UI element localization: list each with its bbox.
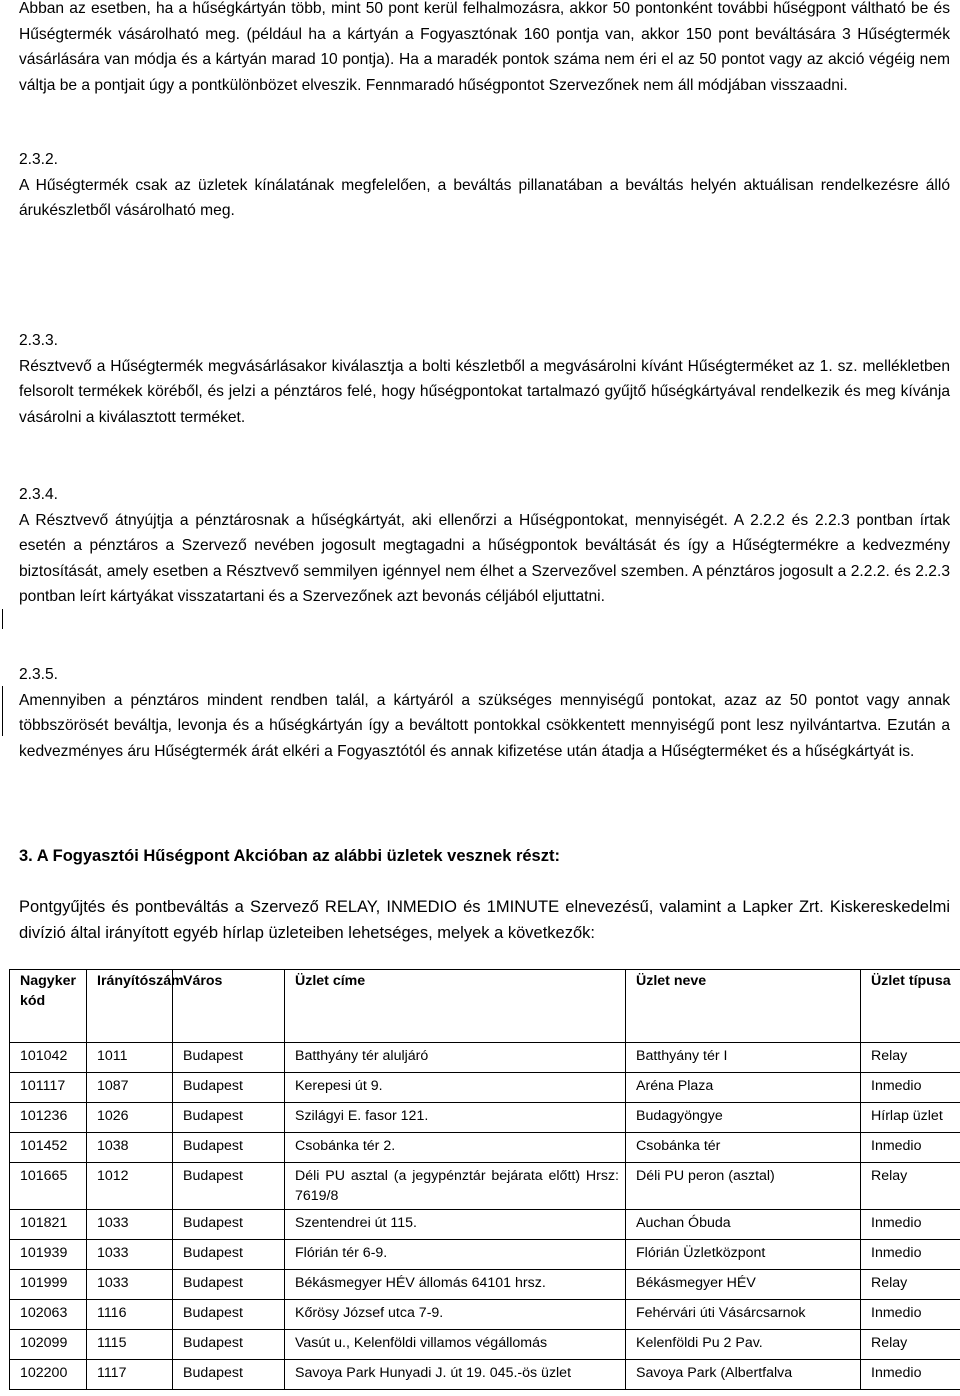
header-wholesale-code: Nagyker kód [10, 970, 87, 1043]
cell-code: 102099 [10, 1330, 87, 1360]
table-row [10, 1360, 960, 1390]
cell-city: Budapest [173, 1240, 285, 1270]
cell-zip: 1116 [87, 1300, 173, 1330]
cell-city: Budapest [173, 1133, 285, 1163]
cell-address: Kerepesi út 9. [285, 1073, 626, 1103]
section-number: 2.3.4. [19, 486, 59, 503]
cell-zip: 1012 [87, 1163, 173, 1210]
cell-zip: 1026 [87, 1103, 173, 1133]
cell-city: Budapest [173, 1360, 285, 1390]
cell-city: Budapest [173, 1103, 285, 1133]
section-text: A Hűségtermék csak az üzletek kínálatának megfelelően, a beváltás pillanatában a beváltás helyén aktuálisan rendelkezésre álló árukészletből vásárolható meg. [19, 176, 950, 220]
cell-name: Déli PU peron (asztal) [626, 1163, 861, 1210]
table-row [10, 1163, 960, 1210]
cell-type: Hírlap üzlet [861, 1103, 960, 1133]
cell-code: 101665 [10, 1163, 87, 1210]
cell-type: Relay [861, 1043, 960, 1073]
table-row [10, 1103, 960, 1133]
cell-zip: 1033 [87, 1270, 173, 1300]
cell-type: Relay [861, 1330, 960, 1360]
section-2-3-2 [19, 147, 950, 224]
cell-name: Békásmegyer HÉV [626, 1270, 861, 1300]
cell-address: Szilágyi E. fasor 121. [285, 1103, 626, 1133]
cell-name: Savoya Park (Albertfalva [626, 1360, 861, 1390]
section-number: 2.3.2. [19, 151, 59, 168]
cell-address: Vasút u., Kelenföldi villamos végállomás [285, 1330, 626, 1360]
table-row [10, 1073, 960, 1103]
cell-address: Batthyány tér aluljáró [285, 1043, 626, 1073]
cell-type: Inmedio [861, 1210, 960, 1240]
cell-zip: 1033 [87, 1240, 173, 1270]
cell-address: Kőrösy József utca 7-9. [285, 1300, 626, 1330]
cell-city: Budapest [173, 1043, 285, 1073]
cell-type: Inmedio [861, 1240, 960, 1270]
cell-code: 101042 [10, 1043, 87, 1073]
table-row [10, 1270, 960, 1300]
paragraph-points-exchange: Abban az esetben, ha a hűségkártyán több, mint 50 pont kerül felhalmozásra, akkor 50 pontonként további hűségpont váltható be és Hűségtermék vásárolható meg. (például ha a kártyán a Fogyasztónak 160 pontja van, akkor 150 pont beváltására 3 Hűségtermék vásárlására van módja és a kártyán marad 10 pontja). Ha a maradék pontok száma nem éri el az 50 pontot vagy az akció végéig nem váltja be a pontjait úgy a pontkülönbözet elveszik. Fennmaradó hűségpontot Szervezőnek nem áll módjában visszaadni. [19, 0, 950, 94]
cell-name: Batthyány tér I [626, 1043, 861, 1073]
cell-city: Budapest [173, 1270, 285, 1300]
table-row [10, 1043, 960, 1073]
section-text: A Résztvevő átnyújtja a pénztárosnak a hűségkártyát, aki ellenőrzi a Hűségpontokat, mennyiségét. A 2.2.2 és 2.2.3 pontban írtak esetén a pénztáros a Szervező nevében jogosult megtagadni a hűségpontok beváltását és így a Hűségtermékre a kedvezmény biztosítását, amely esetben a Résztvevő semmilyen igénnyel nem élhet a Szervezővel szemben. A pénztáros jogosult a 2.2.2. és 2.2.3 pontban leírt kártyákat visszatartani és a Szervezőnek azt bevonás céljából eljuttatni. [19, 511, 950, 606]
cell-zip: 1038 [87, 1133, 173, 1163]
cell-code: 101821 [10, 1210, 87, 1240]
cell-code: 101236 [10, 1103, 87, 1133]
section-3-heading: 3. A Fogyasztói Hűségpont Akcióban az alábbi üzletek vesznek részt: [19, 847, 560, 865]
header-store-type: Üzlet típusa [861, 970, 960, 1043]
cell-zip: 1011 [87, 1043, 173, 1073]
table-row [10, 1300, 960, 1330]
cell-address: Flórián tér 6-9. [285, 1240, 626, 1270]
cell-type: Relay [861, 1270, 960, 1300]
cell-name: Csobánka tér [626, 1133, 861, 1163]
cell-city: Budapest [173, 1210, 285, 1240]
cell-name: Auchan Óbuda [626, 1210, 861, 1240]
section-2-3-4 [19, 482, 950, 610]
table-header-row [10, 970, 960, 1043]
cell-address: Déli PU asztal (a jegypénztár bejárata előtt) Hrsz: 7619/8 [285, 1163, 626, 1210]
cell-city: Budapest [173, 1073, 285, 1103]
cell-city: Budapest [173, 1300, 285, 1330]
cell-type: Inmedio [861, 1300, 960, 1330]
cell-zip: 1117 [87, 1360, 173, 1390]
cell-code: 101452 [10, 1133, 87, 1163]
cell-type: Inmedio [861, 1360, 960, 1390]
table-row [10, 1240, 960, 1270]
table-row [10, 1133, 960, 1163]
cell-address: Békásmegyer HÉV állomás 64101 hrsz. [285, 1270, 626, 1300]
section-number: 2.3.3. [19, 332, 59, 349]
section-3-text: Pontgyűjtés és pontbeváltás a Szervező RELAY, INMEDIO és 1MINUTE elnevezésű, valamint a Lapker Zrt. Kiskereskedelmi divízió által irányított egyéb hírlap üzleteiben lehetséges, melyek a következők: [19, 898, 950, 942]
cell-code: 101117 [10, 1073, 87, 1103]
section-text: Résztvevő a Hűségtermék megvásárlásakor kiválasztja a bolti készletből a megvásárolni kívánt Hűségterméket az 1. sz. mellékletben felsorolt termékek köréből, és jelzi a pénztáros felé, hogy hűségpontokat tartalmazó gyűjtő hűségkártyával rendelkezik és meg kívánja vásárolni a kiválasztott terméket. [19, 357, 950, 426]
stores-table [9, 969, 960, 1390]
cell-zip: 1033 [87, 1210, 173, 1240]
cell-name: Flórián Üzletközpont [626, 1240, 861, 1270]
header-postal-code: Irányítószám [87, 970, 173, 1043]
cell-address: Csobánka tér 2. [285, 1133, 626, 1163]
header-store-address: Üzlet címe [285, 970, 626, 1043]
cell-type: Relay [861, 1163, 960, 1210]
cell-zip: 1115 [87, 1330, 173, 1360]
cell-name: Budagyöngye [626, 1103, 861, 1133]
cell-zip: 1087 [87, 1073, 173, 1103]
section-2-3-5 [19, 662, 950, 764]
table-row [10, 1210, 960, 1240]
cell-code: 102063 [10, 1300, 87, 1330]
cell-code: 101999 [10, 1270, 87, 1300]
section-2-3-3 [19, 328, 950, 430]
cell-name: Aréna Plaza [626, 1073, 861, 1103]
section-text: Amennyiben a pénztáros mindent rendben talál, a kártyáról a szükséges mennyiségű pontokat, azaz az 50 pontot vagy annak többszörösét beváltja, levonja és a hűségkártyán így a beváltott pontokkal csökkentett mennyiségű pont lesz nyilvántartva. Ezután a kedvezményes áru Hűségtermék árát elkéri a Fogyasztótól és annak kifizetése után átadja a Hűségterméket és a hűségkártyát is. [19, 691, 950, 760]
cell-type: Inmedio [861, 1133, 960, 1163]
revision-bar [2, 686, 3, 736]
cell-code: 102200 [10, 1360, 87, 1390]
cell-name: Fehérvári úti Vásárcsarnok [626, 1300, 861, 1330]
table-row [10, 1330, 960, 1360]
cell-name: Kelenföldi Pu 2 Pav. [626, 1330, 861, 1360]
section-number: 2.3.5. [19, 666, 59, 683]
cell-type: Inmedio [861, 1073, 960, 1103]
cell-address: Savoya Park Hunyadi J. út 19. 045.-ös üzlet [285, 1360, 626, 1390]
cell-city: Budapest [173, 1330, 285, 1360]
cell-address: Szentendrei út 115. [285, 1210, 626, 1240]
header-store-name: Üzlet neve [626, 970, 861, 1043]
cell-code: 101939 [10, 1240, 87, 1270]
header-city: Város [173, 970, 285, 1043]
cell-city: Budapest [173, 1163, 285, 1210]
revision-bar [2, 609, 3, 629]
